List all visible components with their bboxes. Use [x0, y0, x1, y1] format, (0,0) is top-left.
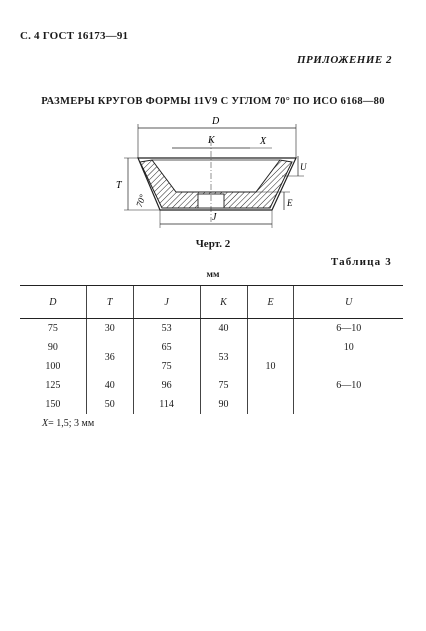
cell-t: 36	[86, 338, 133, 376]
appendix-label: ПРИЛОЖЕНИЕ 2	[296, 54, 392, 66]
cell-d: 150	[45, 399, 61, 410]
cell-j: 75	[133, 357, 200, 376]
units-label: мм	[206, 270, 220, 280]
page-header: С. 4 ГОСТ 16173—91	[20, 30, 129, 42]
label-j: J	[212, 212, 217, 223]
document-title: РАЗМЕРЫ КРУГОВ ФОРМЫ 11V9 С УГЛОМ 70° ПО ИСО 6168—80	[41, 96, 385, 107]
label-t: T	[116, 180, 122, 191]
header-d: D	[20, 286, 86, 319]
cell-k: 40	[200, 319, 247, 339]
cell-d: 100	[45, 361, 61, 372]
wheel-drawing	[100, 110, 330, 235]
label-x: X	[260, 136, 267, 147]
cell-k: 75	[200, 376, 247, 395]
cell-k: 90	[200, 395, 247, 414]
cell-d: 125	[45, 380, 61, 391]
header-k: K	[200, 286, 247, 319]
table-row	[20, 319, 403, 339]
footnote-variable: X	[42, 418, 49, 429]
label-u: U	[300, 162, 307, 172]
label-d: D	[212, 116, 220, 127]
dimensions-table	[20, 285, 403, 414]
table-header-row	[20, 286, 403, 319]
cell-t: 40	[86, 376, 133, 395]
cell-d: 90	[47, 342, 58, 353]
cell-u: 6—10	[294, 357, 403, 414]
cell-j: 65	[133, 338, 200, 357]
cell-j: 96	[133, 376, 200, 395]
label-angle: 70°	[134, 193, 148, 209]
header-j: J	[133, 286, 200, 319]
label-k: K	[208, 135, 215, 146]
table-row	[20, 338, 403, 357]
cell-j: 53	[133, 319, 200, 339]
cell-k: 53	[200, 338, 247, 376]
cell-u: 10	[294, 338, 403, 357]
footnote-text: = 1,5; 3 мм	[48, 418, 95, 429]
cell-t: 50	[86, 395, 133, 414]
cell-j: 114	[133, 395, 200, 414]
cell-d: 75	[47, 323, 58, 334]
cell-u: 6—10	[294, 319, 403, 339]
cell-t: 30	[86, 319, 133, 339]
header-t: T	[86, 286, 133, 319]
header-e: E	[247, 286, 294, 319]
footnote	[42, 418, 94, 429]
cell-e: 10	[247, 319, 294, 415]
figure-caption: Черт. 2	[195, 238, 231, 250]
header-u: U	[294, 286, 403, 319]
table-caption: Таблица 3	[330, 256, 392, 268]
label-e: E	[287, 198, 293, 208]
